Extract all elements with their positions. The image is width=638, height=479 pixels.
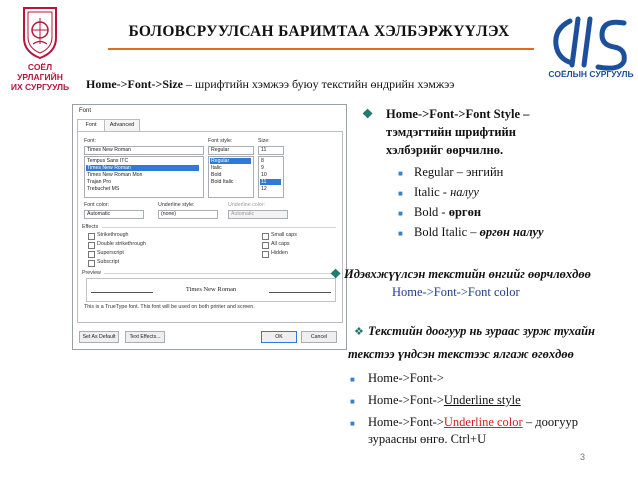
dialog-title: Font [79,108,92,114]
font-list[interactable] [84,156,204,198]
bullet3-line2: текстээ үндсэн текстээс ялгаж өгөхдөө [348,347,574,361]
all-caps-label: All caps [271,241,290,247]
bullet1-line1: Home->Font->Font Style – [386,107,530,121]
logo-right-text: СОЁЛЫН СУРГУУЛЬ [548,69,634,79]
font-color-select[interactable] [84,210,144,219]
square-bullet-icon: ■ [398,209,403,218]
font-input[interactable] [84,146,204,155]
title-divider [108,48,534,50]
font-list-item[interactable]: Times New Roman Mon [87,172,143,178]
all-caps-checkbox[interactable] [262,242,269,249]
style-list-item[interactable]: Bold [211,172,222,178]
preview-note: This is a TrueType font. This font will be used on both printer and screen. [84,304,255,310]
font-input-value: Times New Roman [87,147,131,153]
subtitle-rest: – шрифтийн хэмжээ буюу текстийн өндрийн хэмжээ [182,77,455,91]
size-list-item[interactable]: 8 [261,158,264,164]
sub-bold-italic-desc: өргөн налуу [479,225,544,239]
font-style-label: Font style: [208,138,233,144]
effects-divider [102,227,336,228]
underline-style-select[interactable] [158,210,218,219]
style-list-item[interactable]: Italic [211,165,222,171]
logo-left-line2: ИХ СУРГУУЛЬ [10,82,70,92]
cancel-button[interactable]: Cancel [301,331,337,343]
sub-bold-italic [414,224,544,241]
size-list-item-selected[interactable]: 11 [260,179,281,185]
size-list[interactable] [258,156,284,198]
underline-color-value: Automatic [231,211,255,217]
sub-underline-style-prefix: Home->Font-> [368,393,444,407]
bullet2-line1: Идэвхжүүлсэн текстийн өнгийг өөрчлөхдөө [344,267,591,281]
diamond-bullet-icon: ❖ [354,326,364,338]
hidden-label: Hidden [271,250,288,256]
sub-underline-color-prefix: Home->Font-> [368,415,444,429]
square-bullet-icon: ■ [398,169,403,178]
sub-underline-color-line2: зураасны өнгө. Ctrl+U [368,432,487,446]
font-style-list[interactable] [208,156,254,198]
bullet1-line2: тэмдэгтийн шрифтийн [386,125,516,139]
size-input[interactable] [258,146,284,155]
sub-underline-color-desc: – доогуур [522,415,578,429]
slide-title: БОЛОВСРУУЛСАН БАРИМТАА ХЭЛБЭРЖҮҮЛЭХ [128,23,510,40]
underline-color-label: Underline color: [228,202,266,208]
set-as-default-button[interactable]: Set As Default [79,331,119,343]
sub-underline-color [368,414,578,431]
preview-label: Preview [82,270,101,276]
superscript-label: Superscript [97,250,124,256]
sub-bold-desc: өргөн [448,205,482,219]
square-bullet-icon: ■ [398,189,403,198]
square-bullet-icon: ■ [350,419,355,428]
double-strikethrough-checkbox[interactable] [88,242,95,249]
sub-home-font: Home->Font-> [368,371,444,385]
ok-button[interactable]: OK [261,331,297,343]
square-bullet-icon: ■ [398,229,403,238]
logo-left-line1: СОЁЛ УРЛАГИЙН [17,62,63,82]
sub-bold-italic-label: Bold Italic – [414,225,480,239]
preview-box [86,278,336,302]
subtitle-bold: Home->Font->Size [86,77,183,91]
font-list-item[interactable]: Trajan Pro [87,179,112,185]
sub-bold-label: Bold - [414,205,449,219]
font-list-item-selected[interactable]: Times New Roman [86,165,199,171]
diamond-bullet-icon: ❖ [362,107,374,121]
hidden-checkbox[interactable] [262,251,269,258]
sub-underline-style [368,392,521,409]
tab-advanced[interactable]: Advanced [104,119,140,131]
underline-style-value: (none) [161,211,176,217]
font-dialog [72,104,347,350]
bullet2-line2: Home->Font->Font color [392,285,520,299]
font-style-input[interactable] [208,146,254,155]
tab-font[interactable]: Font [77,119,105,132]
size-list-item[interactable]: 12 [261,186,267,192]
text-effects-button[interactable]: Text Effects... [125,331,165,343]
logo-left-text [4,62,76,92]
font-label: Font: [84,138,97,144]
dialog-panel [77,131,343,323]
subtitle [86,77,454,92]
font-list-item[interactable]: Tempus Sans ITC [87,158,129,164]
font-color-value: Automatic [87,211,111,217]
page-number: 3 [580,452,586,462]
sub-bold [414,204,481,221]
sub-italic [414,184,479,201]
superscript-checkbox[interactable] [88,251,95,258]
size-label: Size: [258,138,270,144]
sub-italic-label: Italic - [414,185,451,199]
subscript-label: Subscript [97,259,120,265]
size-list-item[interactable]: 9 [261,165,264,171]
style-list-item-selected[interactable]: Regular [210,158,251,164]
preview-divider [104,273,336,274]
sub-regular: Regular – энгийн [414,165,504,179]
font-list-item[interactable]: Trebuchet MS [87,186,120,192]
small-caps-label: Small caps [271,232,297,238]
font-color-label: Font color: [84,202,110,208]
underline-style-label: Underline style: [158,202,195,208]
size-list-item[interactable]: 10 [261,172,267,178]
effects-label: Effects [82,224,99,230]
strikethrough-label: Strikethrough [97,232,129,238]
small-caps-checkbox[interactable] [262,233,269,240]
preview-text: Times New Roman [185,286,237,293]
sub-underline-style-label: Underline style [443,393,521,407]
strikethrough-checkbox[interactable] [88,233,95,240]
logo-left [4,4,76,94]
diamond-bullet-icon: ❖ [330,267,342,281]
font-style-input-value: Regular [211,147,230,153]
subscript-checkbox[interactable] [88,260,95,267]
style-list-item[interactable]: Bold Italic [211,179,234,185]
bullet3-line1: Текстийн доогуур нь зураас зурж тухайн [368,324,595,338]
size-input-value: 11 [261,147,267,153]
underline-color-select[interactable] [228,210,288,219]
double-strikethrough-label: Double strikethrough [97,241,146,247]
square-bullet-icon: ■ [350,375,355,384]
square-bullet-icon: ■ [350,397,355,406]
sub-underline-color-label: Underline color [443,415,523,429]
bullet1-line3: хэлбэрийг өөрчилнө. [386,143,504,157]
sub-italic-desc: налуу [450,185,479,199]
